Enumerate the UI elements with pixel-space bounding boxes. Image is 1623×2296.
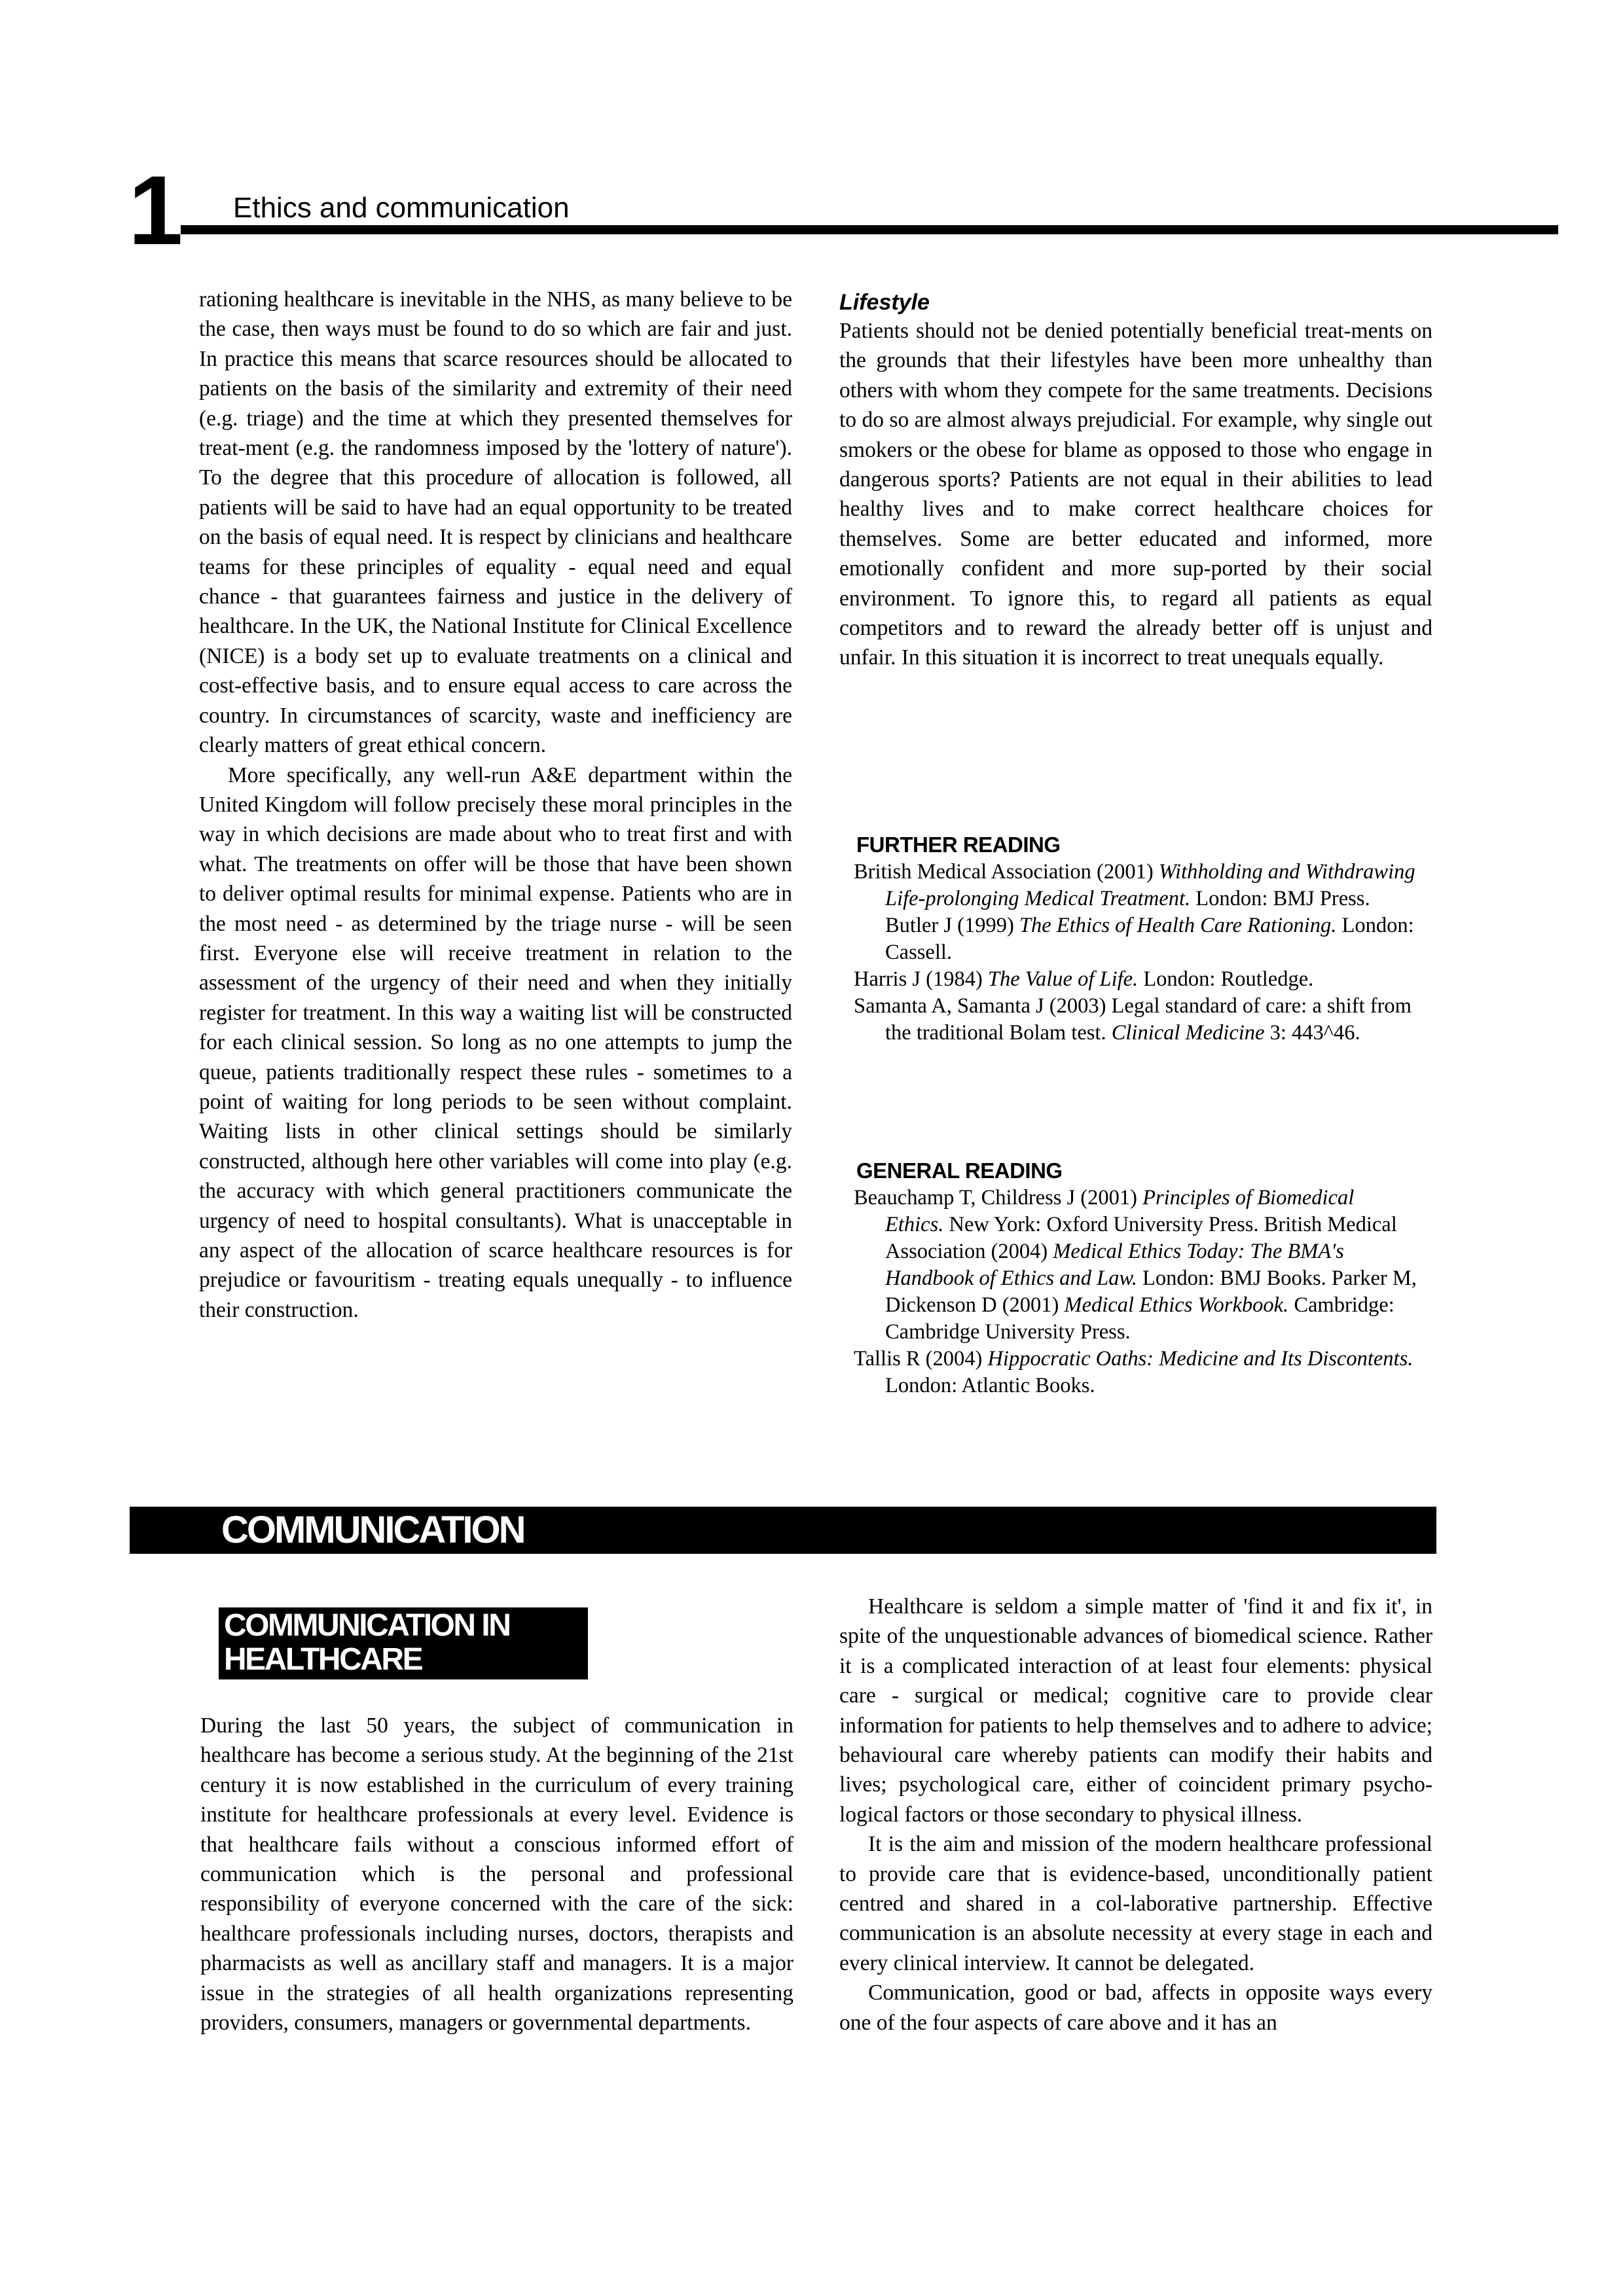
lifestyle-heading: Lifestyle (839, 290, 930, 315)
section-title: COMMUNICATION (221, 1509, 524, 1551)
general-reading-heading: GENERAL READING (856, 1158, 1063, 1183)
communication-right-paragraph-2: It is the aim and mission of the modern healthcare professional to provide care that is evidence-based, unconditionally patient centred and shared in a col-laborative partnership. Effective communication is an absolute necessity at every stage in each and every clinical interview. It cannot be delegated. (839, 1832, 1432, 1975)
further-reading-heading: FURTHER READING (856, 833, 1061, 857)
communication-right-paragraph-1: Healthcare is seldom a simple matter of 'find it and fix it', in spite of the unquestionable advances of biomedical science. Rather it is a complicated interaction of at least four elements: physical care - surgical or medical; cognitive care to provide clear information for patients to help themselves and to adhere to advice; behavioural care whereby patients can modify their habits and lives; psychological care, either of coincident primary psycho-logical factors or those secondary to physical illness. (839, 1594, 1432, 1827)
further-reading-list (854, 859, 1417, 1047)
reference-item: Harris J (1984) The Value of Life. London: Routledge. (854, 967, 1314, 991)
communication-right-text (839, 1592, 1432, 2037)
communication-right-paragraph-3: Communication, good or bad, affects in opposite ways every one of the four aspects of care above and it has an (839, 1981, 1432, 2035)
left-column-text (199, 285, 792, 1325)
reference-item: Tallis R (2004) Hippocratic Oaths: Medicine and Its Discontents. London: Atlantic Books. (854, 1347, 1413, 1397)
chapter-number: 1 (128, 155, 181, 265)
communication-left-paragraph: During the last 50 years, the subject of communication in healthcare has become a serious study. At the beginning of the 21st century it is now established in the curriculum of every training institute for healthcare professionals at every level. Evidence is that healthcare fails without a conscious informed effort of communication which is the personal and professional responsibility of everyone concerned with the care of the sick: healthcare professionals including nurses, doctors, therapists and pharmacists as well as ancillary staff and managers. It is a major issue in the strategies of all health organizations representing providers, consumers, managers or governmental departments. (200, 1713, 793, 2036)
left-paragraph-1: rationing healthcare is inevitable in the NHS, as many believe to be the case, then ways must be found to do so which are fair and just. In practice this means that scarce resources should be allocated to patients on the basis of the similarity and extremity of their need (e.g. triage) and the time at which they presented themselves for treat-ment (e.g. the randomness imposed by the 'lottery of nature'). To the degree that this procedure of allocation is followed, all patients will be said to have had an equal opportunity to be treated on the basis of equal need. It is respect by clinicians and healthcare teams for these principles of equality - equal need and equal chance - that guarantees fairness and justice in the delivery of healthcare. In the UK, the National Institute for Clinical Excellence (NICE) is a body set up to evaluate treatments on a clinical and cost-effective basis, and to ensure equal access to care across the country. In circumstances of scarcity, waste and inefficiency are clearly matters of great ethical concern. (199, 287, 792, 758)
general-reading-list (854, 1185, 1417, 1399)
subheading-title: COMMUNICATION IN HEALTHCARE (224, 1608, 510, 1677)
reference-item: Samanta A, Samanta J (2003) Legal standard of care: a shift from the traditional Bolam test. Clinical Medicine 3: 443^46. (854, 994, 1412, 1045)
chapter-title: Ethics and communication (233, 192, 570, 224)
left-paragraph-2: More specifically, any well-run A&E department within the United Kingdom will follow precisely these moral principles in the way in which decisions are made about who to treat first and with what. The treatments on offer will be those that have been shown to deliver optimal results for minimal expense. Patients who are in the most need - as determined by the triage nurse - will be seen first. Everyone else will receive treatment in relation to the assessment of the urgency of their need and when they initially register for treatment. In this way a waiting list will be constructed for each clinical session. So long as no one attempts to jump the queue, patients traditionally respect these rules - sometimes to a point of waiting for long periods to be seen without complaint. Waiting lists in other clinical settings should be similarly constructed, although here other variables will come into play (e.g. the accuracy with which general practitioners communicate the urgency of need to hospital consultants). What is unacceptable in any aspect of the allocation of scarce healthcare resources is for prejudice or favouritism - treating equals unequally - to influence their construction. (199, 762, 792, 1322)
lifestyle-paragraph: Patients should not be denied potentially beneficial treat-ments on the grounds that their lifestyles have been more unhealthy than others with whom they compete for the same treatments. Decisions to do so are almost always prejudicial. For example, why single out smokers or the obese for blame as opposed to those who engage in dangerous sports? Patients are not equal in their abilities to lead healthy lives and to make correct healthcare choices for themselves. Some are better educated and informed, more emotionally confident and more sup-ported by their social environment. To ignore this, to regard all patients as equal competitors and to reward the already better off is unjust and unfair. In this situation it is incorrect to treat unequals equally. (839, 319, 1432, 670)
reference-item: Beauchamp T, Childress J (2001) Principles of Biomedical Ethics. New York: Oxford University Press. British Medical Association (2004) Medical Ethics Today: The BMA's Handbook of Ethics and Law. London: BMJ Books. Parker M, Dickenson D (2001) Medical Ethics Workbook. Cambridge: Cambridge University Press. (854, 1186, 1417, 1344)
lifestyle-text (839, 316, 1432, 673)
header-rule (181, 225, 1558, 234)
reference-item: British Medical Association (2001) Withholding and Withdrawing Life-prolonging Medical Treatment. London: BMJ Press. Butler J (1999) The Ethics of Health Care Rationing. London: Cassell. (854, 860, 1415, 964)
communication-left-text (200, 1711, 793, 2037)
